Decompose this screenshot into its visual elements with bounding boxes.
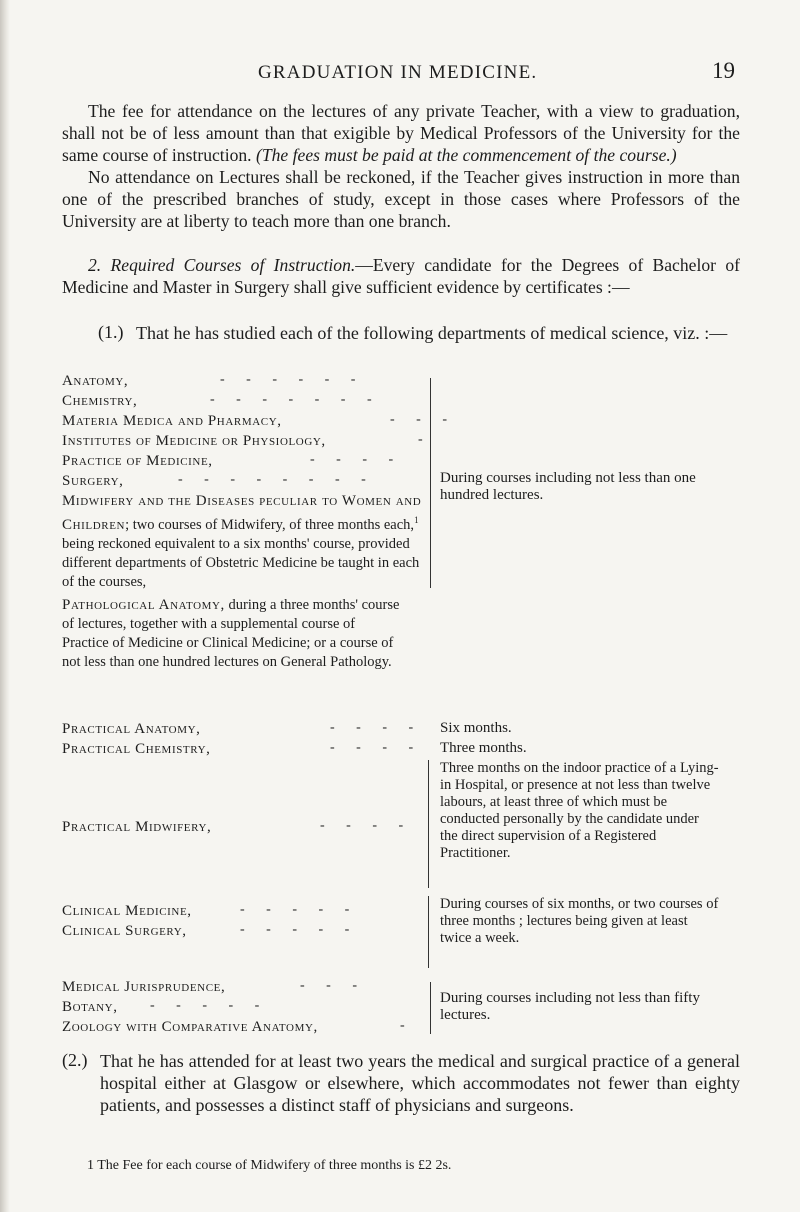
subject-practical-anatomy: Practical Anatomy, <box>62 721 201 737</box>
subject-chemistry: Chemistry, <box>62 393 138 409</box>
brace-group-3 <box>426 982 431 1034</box>
page-number: 19 <box>712 58 735 83</box>
requirement-practical-chemistry: Three months. <box>440 740 527 756</box>
subject-anatomy: Anatomy, <box>62 373 129 389</box>
clause-number-2: (2.) <box>62 1050 88 1070</box>
document-page: GRADUATION IN MEDICINE. 19 The fee for attendance on the lectures of any private Teacher, with a view to graduation, shall not be of less amount than that exigible by Medical Professors of the University for the same course of instruction. (The fees must be paid at the commencement of the course.) No attendance on Lectures shall be reckoned, if the Teacher gives instruction in more than one of the prescribed branches of study, except in those cases where Professors of the University are at liberty to teach more than one branch. 2. Required Courses of Instruction.—Every candidate for the Degrees of Bachelor of Medicine and Master in Surgery shall give sufficient evidence by certificates :— (1.) That he has studied each of the following departments of medical science, viz. :— Anatomy, - - - - - - Chemistry, - - - - - - - Materia Medica and Pharmacy, - - - Institutes of Medicine or Physiology, - Practice of Medicine, - - - - Surgery, - - - - - - - - Midwifery and the Diseases peculiar to Women and Children; two courses of Midwifery, of three months each,$^1$ being reckoned equivalent to a six months' course, provided different departments of Obstetric Medicine be taught in each of the courses, During courses including not less than one hundred lectures. Pathological Anatomy, during a three months' course of lectures, together with a supplemental course of Practice of Medicine or Clinical Medicine; or a course of not less than one hundred lectures on General Pathology. Practical Anatomy, - - - - Six months. Practical Chemistry, - - - - Three months. Practical Midwifery, - - - - Three months on the indoor practice of a Lying-in Hospital, or presence at not less than twelve labours, at least three of which must be conducted personally by the candidate under the direct supervision of a Registered Practitioner. Clinical Medicine, - - - - - Clinical Surgery, - - - - - During courses of six months, or two courses of three months ; lectures being given at least twice a week. Medical Jurisprudence, - - - Botany, - - - - - Zoology with Comparative Anatomy, - During courses including not less than fifty lectures. (2.) That he has attended for at least two years the medical and surgical practice of a general hospital either at Glasgow or elsewhere, which accommodates not fewer than eighty patients, and possesses a distinct staff of physicians and surgeons. 1 The Fee for each course of Midwifery of three months is £2 2s. <box>0 0 800 1212</box>
subject-zoology: Zoology with Comparative Anatomy, <box>62 1019 318 1035</box>
requirement-group-3: During courses including not less than fifty lectures. <box>440 990 700 1023</box>
fee-text: The fee for attendance on the lectures of any private Teacher, with a view to graduation, shall not be of less amount than that exigible by Medical Professors of the University for the same course of instruction. <box>62 101 740 165</box>
subject-surgery: Surgery, <box>62 473 124 489</box>
subject-practice: Practice of Medicine, <box>62 453 213 469</box>
section-intro: —Every candidate for the Degrees of Bachelor of Medicine and Master in Surgery shall give sufficient evidence by certificates :— <box>62 255 740 297</box>
brace-practical-midwifery <box>428 760 433 888</box>
section-heading: 2. Required Courses of Instruction. <box>88 255 356 275</box>
page-header <box>0 58 800 88</box>
subject-institutes: Institutes of Medicine or Physiology, <box>62 433 326 449</box>
clause-2-text: That he has attended for at least two years the medical and surgical practice of a general hospital either at Glasgow or elsewhere, which accommodates not fewer than eighty patients, and possesses a distinct staff of physicians and surgeons. <box>100 1051 740 1115</box>
page-binding-edge <box>0 0 10 1212</box>
subject-practical-midwifery: Practical Midwifery, <box>62 819 212 835</box>
subject-clinical-surgery: Clinical Surgery, <box>62 923 187 939</box>
fee-paragraph <box>62 100 740 232</box>
subject-materia-medica: Materia Medica and Pharmacy, <box>62 413 282 429</box>
subject-pathological-anatomy: Pathological Anatomy, during a three months' course of lectures, together with a supplemental course of Practice of Medicine or Clinical Medicine; or a course of not less than one hundred lectures on General Pathology. <box>62 597 400 670</box>
fee-note: (The fees must be paid at the commencement of the course.) <box>255 145 677 165</box>
attendance-text: No attendance on Lectures shall be reckoned, if the Teacher gives instruction in more than one of the prescribed branches of study, except in those cases where Professors of the University are at liberty to teach more than one branch. <box>62 167 740 231</box>
requirement-group-1: During courses including not less than one hundred lectures. <box>440 470 696 503</box>
brace-group-1 <box>426 378 431 588</box>
brace-clinical <box>428 896 433 968</box>
clause-number-1: (1.) <box>98 322 124 342</box>
subject-clinical-medicine: Clinical Medicine, <box>62 903 192 919</box>
clause-1-text: That he has studied each of the following departments of medical science, viz. :— <box>136 323 728 343</box>
requirement-practical-midwifery: Three months on the indoor practice of a Lying-in Hospital, or presence at not less than twelve labours, at least three of which must be conducted personally by the candidate under the direct supervision of a Registered Practitioner. <box>440 760 719 861</box>
subject-midwifery: Midwifery and the Diseases peculiar to Women and Children; two courses of Midwifery, of three months each,$^1$ being reckoned equivalent to a six months' course, provided different departments of Obstetric Medicine be taught in each of the courses, <box>62 493 422 590</box>
subject-botany: Botany, <box>62 999 118 1015</box>
footnote-mark: 1 <box>87 1158 94 1173</box>
footnote <box>87 1158 451 1174</box>
running-title: GRADUATION IN MEDICINE. <box>258 62 538 83</box>
required-courses-paragraph <box>62 254 740 298</box>
footnote-text: The Fee for each course of Midwifery of three months is £2 2s. <box>94 1158 452 1173</box>
subject-practical-chemistry: Practical Chemistry, <box>62 741 211 757</box>
requirement-practical-anatomy: Six months. <box>440 720 512 736</box>
subject-medical-jurisprudence: Medical Jurisprudence, <box>62 979 226 995</box>
requirement-clinical: During courses of six months, or two courses of three months ; lectures being given at least twice a week. <box>440 896 719 946</box>
